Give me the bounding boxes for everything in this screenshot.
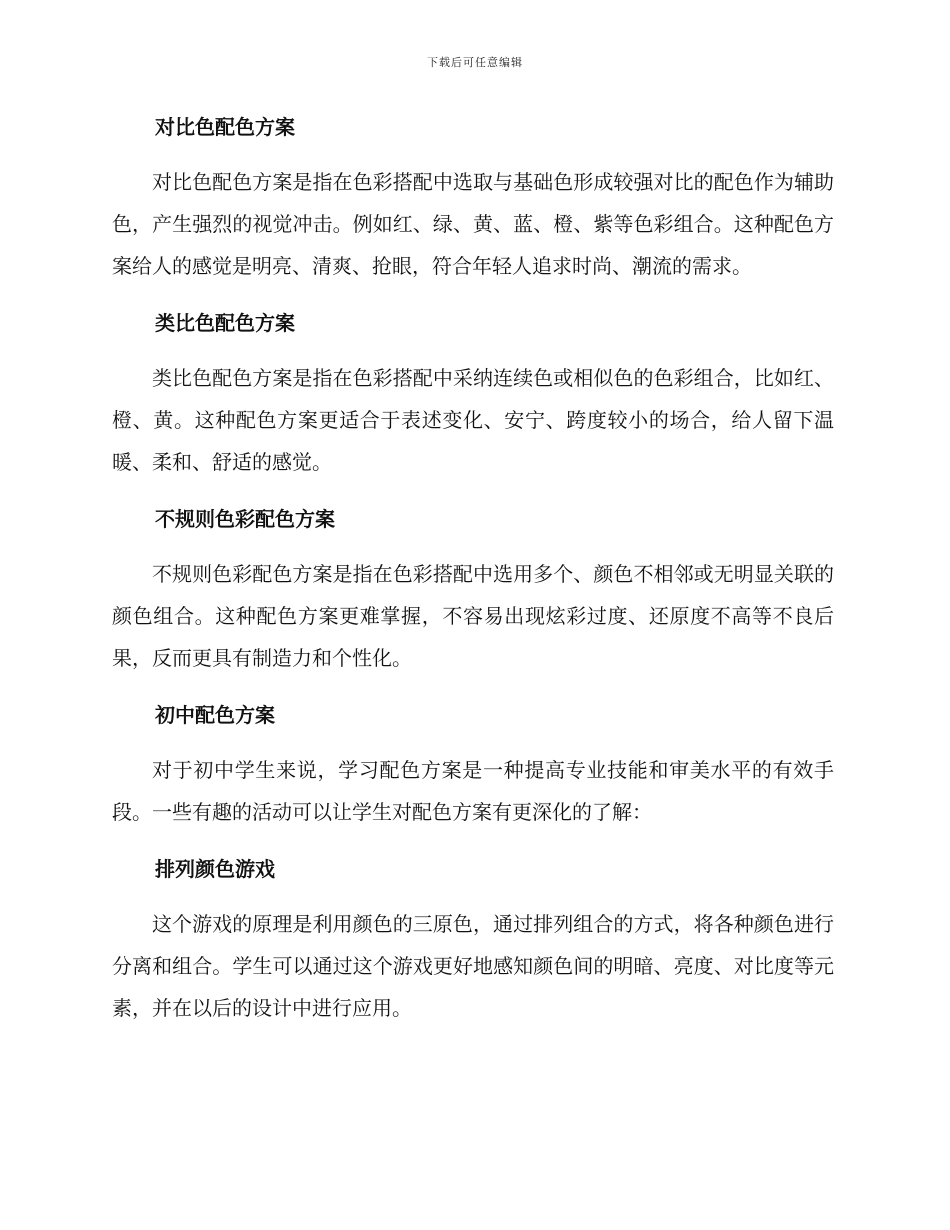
section-paragraph: 不规则色彩配色方案是指在色彩搭配中选用多个、颜色不相邻或无明显关联的颜色组合。这种配色方案更难掌握，不容易出现炫彩过度、还原度不高等不良后果，反而更具有制造力和个性化。 xyxy=(112,562,834,670)
page-header: 下载后可任意编辑 xyxy=(427,56,523,69)
section-paragraph: 对比色配色方案是指在色彩搭配中选取与基础色形成较强对比的配色作为辅助色，产生强烈的视觉冲击。例如红、绿、黄、蓝、橙、紫等色彩组合。这种配色方案给人的感觉是明亮、清爽、抢眼，符合年轻人追求时尚、潮流的需求。 xyxy=(112,170,834,278)
section-paragraph: 这个游戏的原理是利用颜色的三原色，通过排列组合的方式，将各种颜色进行分离和组合。学生可以通过这个游戏更好地感知颜色间的明暗、亮度、对比度等元素，并在以后的设计中进行应用。 xyxy=(112,912,834,1020)
section-heading: 排列颜色游戏 xyxy=(155,857,275,881)
section-heading: 类比色配色方案 xyxy=(155,311,295,335)
section-heading: 初中配色方案 xyxy=(155,703,275,727)
section-heading: 不规则色彩配色方案 xyxy=(155,507,335,531)
section-paragraph: 对于初中学生来说，学习配色方案是一种提高专业技能和审美水平的有效手段。一些有趣的活动可以让学生对配色方案有更深化的了解： xyxy=(112,758,834,824)
section-heading: 对比色配色方案 xyxy=(155,115,295,139)
document-body xyxy=(112,107,834,1045)
section-paragraph: 类比色配色方案是指在色彩搭配中采纳连续色或相似色的色彩组合，比如红、橙、黄。这种配色方案更适合于表述变化、安宁、跨度较小的场合，给人留下温暖、柔和、舒适的感觉。 xyxy=(112,366,834,474)
